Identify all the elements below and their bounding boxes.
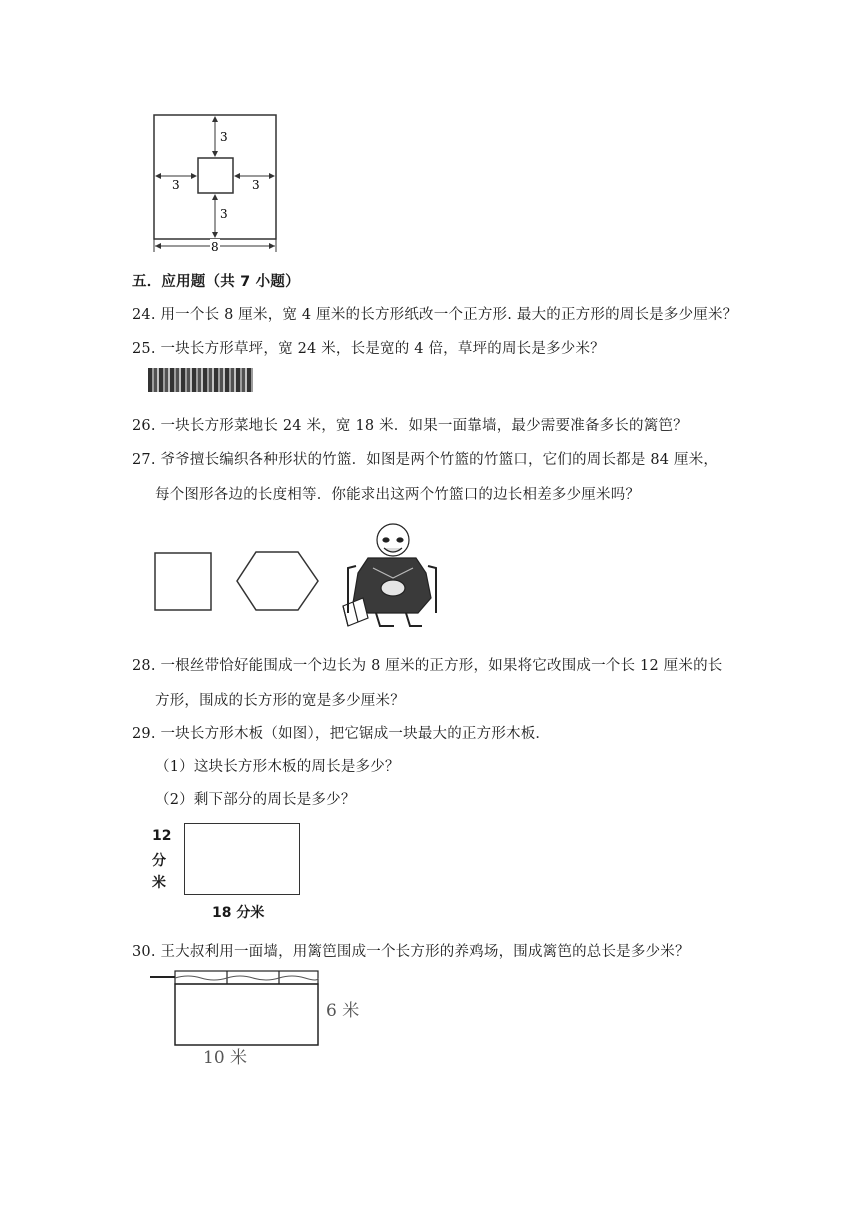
question-27-line2: 每个图形各边的长度相等．你能求出这两个竹篮口的边长相差多少厘米吗？ bbox=[155, 487, 641, 503]
question-30: 30. 王大叔利用一面墙，用篱笆围成一个长方形的养鸡场，围成篱笆的总长是多少米？ bbox=[132, 944, 690, 960]
board-width-label: 18 分米 bbox=[212, 905, 265, 921]
question-28-line1: 28. 一根丝带恰好能围成一个边长为 8 厘米的正方形，如果将它改围成一个长 12 厘米的长 bbox=[132, 658, 723, 674]
board-height-unit2: 米 bbox=[152, 875, 166, 891]
grandpa-illustration bbox=[343, 524, 436, 626]
board-rectangle bbox=[184, 823, 300, 895]
section-title: 五．应用题（共 7 小题） bbox=[132, 274, 300, 290]
figure-square-frame bbox=[148, 110, 283, 255]
square-basket-rim bbox=[155, 553, 211, 610]
yard-height-label: 6 米 bbox=[326, 1001, 360, 1021]
fig23-left-label: 3 bbox=[172, 178, 180, 192]
board-height-unit1: 分 bbox=[152, 853, 166, 869]
figure-baskets bbox=[148, 518, 438, 633]
smudged-image bbox=[148, 368, 253, 392]
fig23-bottom-label: 3 bbox=[220, 207, 228, 221]
question-26: 26. 一块长方形菜地长 24 米，宽 18 米．如果一面靠墙，最少需要准备多长的篱笆？ bbox=[132, 418, 688, 434]
question-28-line2: 方形，围成的长方形的宽是多少厘米？ bbox=[155, 693, 405, 709]
question-24: 24. 用一个长 8 厘米，宽 4 厘米的长方形纸改一个正方形. 最大的正方形的周长是多少厘米？ bbox=[132, 307, 738, 323]
question-29: 29. 一块长方形木板（如图），把它锯成一块最大的正方形木板． bbox=[132, 726, 551, 742]
yard-width-label: 10 米 bbox=[203, 1048, 248, 1068]
question-29-sub1: （1）这块长方形木板的周长是多少？ bbox=[155, 759, 400, 775]
board-height-number: 12 bbox=[152, 828, 172, 844]
yard-rectangle bbox=[175, 984, 318, 1045]
fig23-top-label: 3 bbox=[220, 130, 228, 144]
fig23-width-label: 8 bbox=[211, 240, 219, 254]
figure-chicken-yard bbox=[148, 968, 378, 1068]
question-27-line1: 27. 爷爷擅长编织各种形状的竹篮．如图是两个竹篮的竹篮口，它们的周长都是 84 厘米， bbox=[132, 452, 719, 468]
fig23-right-label: 3 bbox=[252, 178, 260, 192]
figure-wood-board bbox=[148, 820, 308, 925]
question-25: 25. 一块长方形草坪，宽 24 米，长是宽的 4 倍，草坪的周长是多少米？ bbox=[132, 341, 605, 357]
question-29-sub2: （2）剩下部分的周长是多少？ bbox=[155, 792, 356, 808]
hexagon-basket-rim bbox=[237, 552, 318, 610]
